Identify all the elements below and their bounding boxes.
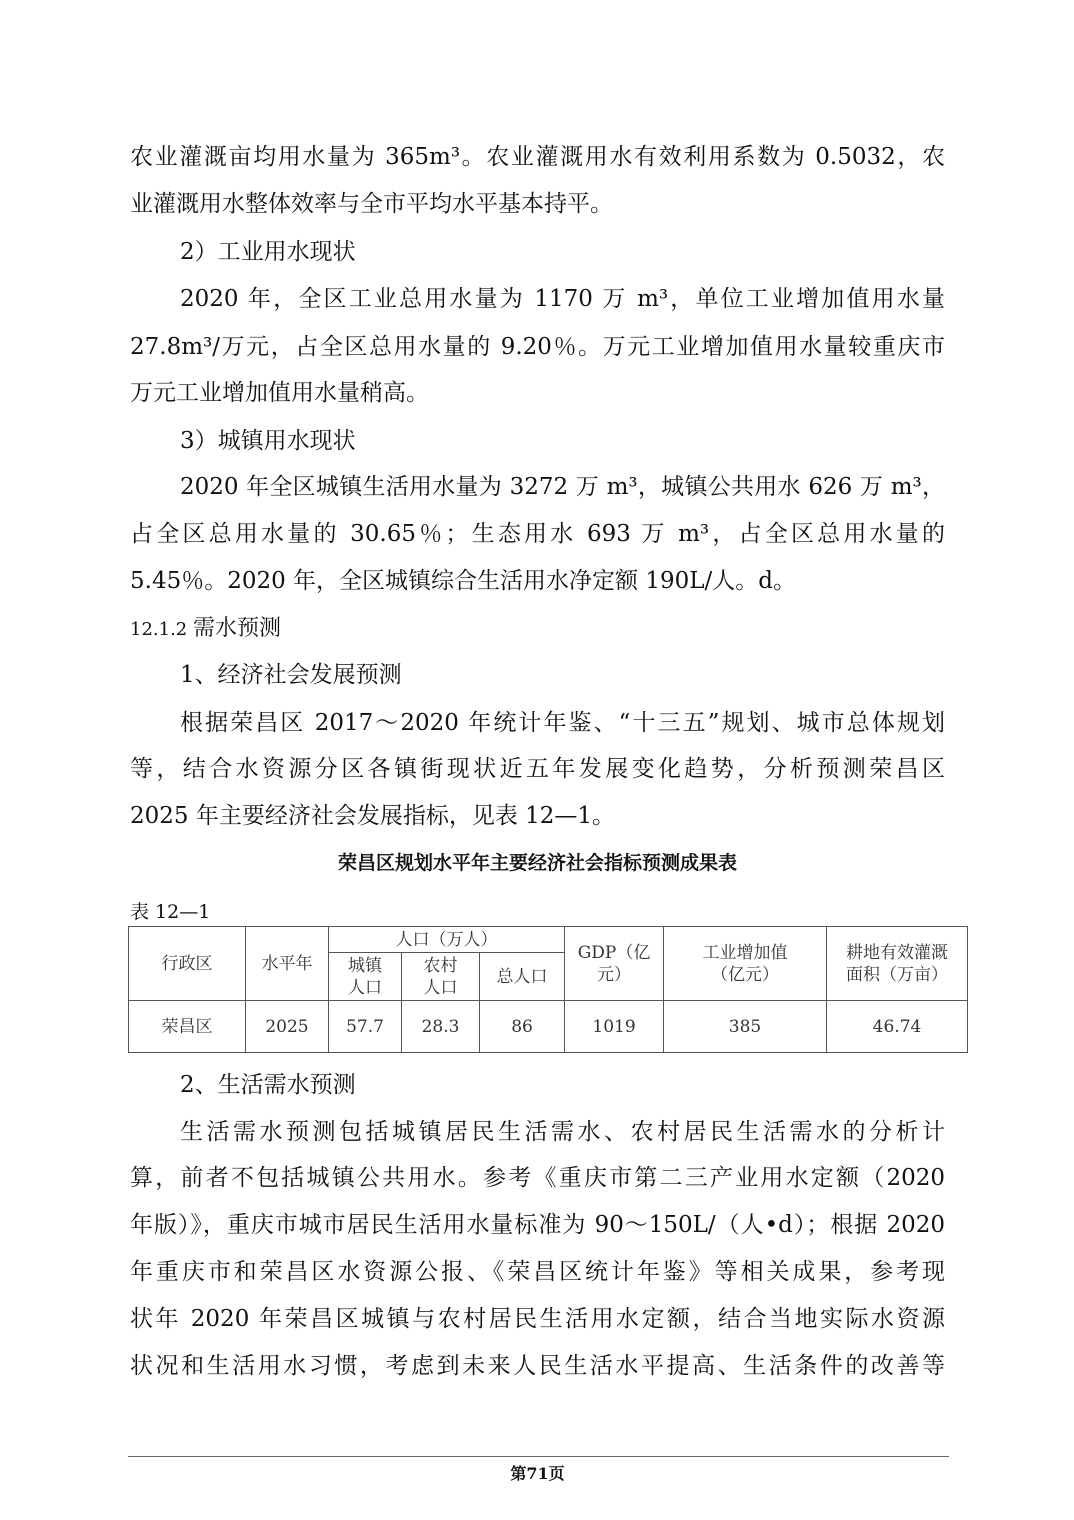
cell-year: 2025 <box>246 1001 329 1053</box>
header-gdp: GDP（亿元） <box>565 927 664 1001</box>
heading-number: 12.1.2 <box>130 619 193 640</box>
header-industry: 工业增加值（亿元） <box>664 927 827 1001</box>
section-heading: 1、经济社会发展预测 <box>180 662 402 688</box>
paragraph-line: 等，结合水资源分区各镇街现状近五年发展变化趋势，分析预测荣昌区 <box>130 756 945 782</box>
section-heading: 3）城镇用水现状 <box>180 428 356 454</box>
header-year: 水平年 <box>246 927 329 1001</box>
paragraph-line: 生活需水预测包括城镇居民生活需水、农村居民生活需水的分析计 <box>180 1119 945 1145</box>
subsection-heading <box>130 614 945 645</box>
paragraph-line: 业灌溉用水整体效率与全市平均水平基本持平。 <box>130 191 613 217</box>
paragraph-line: 状年 2020 年荣昌区城镇与农村居民生活用水定额，结合当地实际水资源 <box>130 1306 945 1332</box>
paragraph-line: 算，前者不包括城镇公共用水。参考《重庆市第二三产业用水定额（2020 <box>130 1165 945 1191</box>
header-total-pop: 总人口 <box>480 953 565 1001</box>
paragraph-line: 万元工业增加值用水量稍高。 <box>130 380 429 406</box>
header-population: 人口（万人） <box>329 927 565 953</box>
cell-district: 荣昌区 <box>129 1001 246 1053</box>
header-rural-pop: 农村人口 <box>402 953 480 1001</box>
table-row <box>129 1001 968 1053</box>
heading-title: 需水预测 <box>192 616 281 641</box>
header-irrigation: 耕地有效灌溉面积（万亩） <box>827 927 968 1001</box>
paragraph-line: 5.45％。2020 年，全区城镇综合生活用水净定额 190L/人。d。 <box>130 568 797 594</box>
paragraph-line: 根据荣昌区 2017～2020 年统计年鉴、“十三五”规划、城市总体规划 <box>180 710 945 736</box>
paragraph-line: 农业灌溉亩均用水量为 365m³。农业灌溉用水有效利用系数为 0.5032，农 <box>130 144 945 170</box>
section-heading: 2）工业用水现状 <box>180 239 356 265</box>
cell-industry: 385 <box>664 1001 827 1053</box>
paragraph-line: 状况和生活用水习惯，考虑到未来人民生活水平提高、生活条件的改善等 <box>130 1353 945 1379</box>
paragraph-line: 年重庆市和荣昌区水资源公报、《荣昌区统计年鉴》等相关成果，参考现 <box>130 1259 945 1285</box>
cell-irrigation: 46.74 <box>827 1001 968 1053</box>
paragraph-line: 2020 年全区城镇生活用水量为 3272 万 m³，城镇公共用水 626 万 m³， <box>180 474 946 500</box>
header-urban-pop: 城镇人口 <box>329 953 402 1001</box>
cell-gdp: 1019 <box>565 1001 664 1053</box>
paragraph-line: 27.8m³/万元，占全区总用水量的 9.20％。万元工业增加值用水量较重庆市 <box>130 334 945 360</box>
paragraph-line: 2020 年，全区工业总用水量为 1170 万 m³，单位工业增加值用水量 <box>180 286 945 312</box>
cell-rural: 28.3 <box>402 1001 480 1053</box>
table-caption: 荣昌区规划水平年主要经济社会指标预测成果表 <box>337 853 737 874</box>
paragraph-line: 占全区总用水量的 30.65％；生态用水 693 万 m³，占全区总用水量的 <box>130 521 945 547</box>
table-label: 表 12—1 <box>130 901 211 923</box>
data-table <box>128 926 968 1053</box>
cell-urban: 57.7 <box>329 1001 402 1053</box>
header-district: 行政区 <box>129 927 246 1001</box>
section-heading: 2、生活需水预测 <box>180 1072 356 1098</box>
footer-divider <box>128 1456 949 1457</box>
paragraph-line: 年版）》，重庆市城市居民生活用水量标准为 90～150L/（人•d）；根据 2020 <box>130 1212 945 1238</box>
page-number: 第71页 <box>510 1464 565 1483</box>
cell-total: 86 <box>480 1001 565 1053</box>
paragraph-line: 2025 年主要经济社会发展指标，见表 12—1。 <box>130 803 616 829</box>
